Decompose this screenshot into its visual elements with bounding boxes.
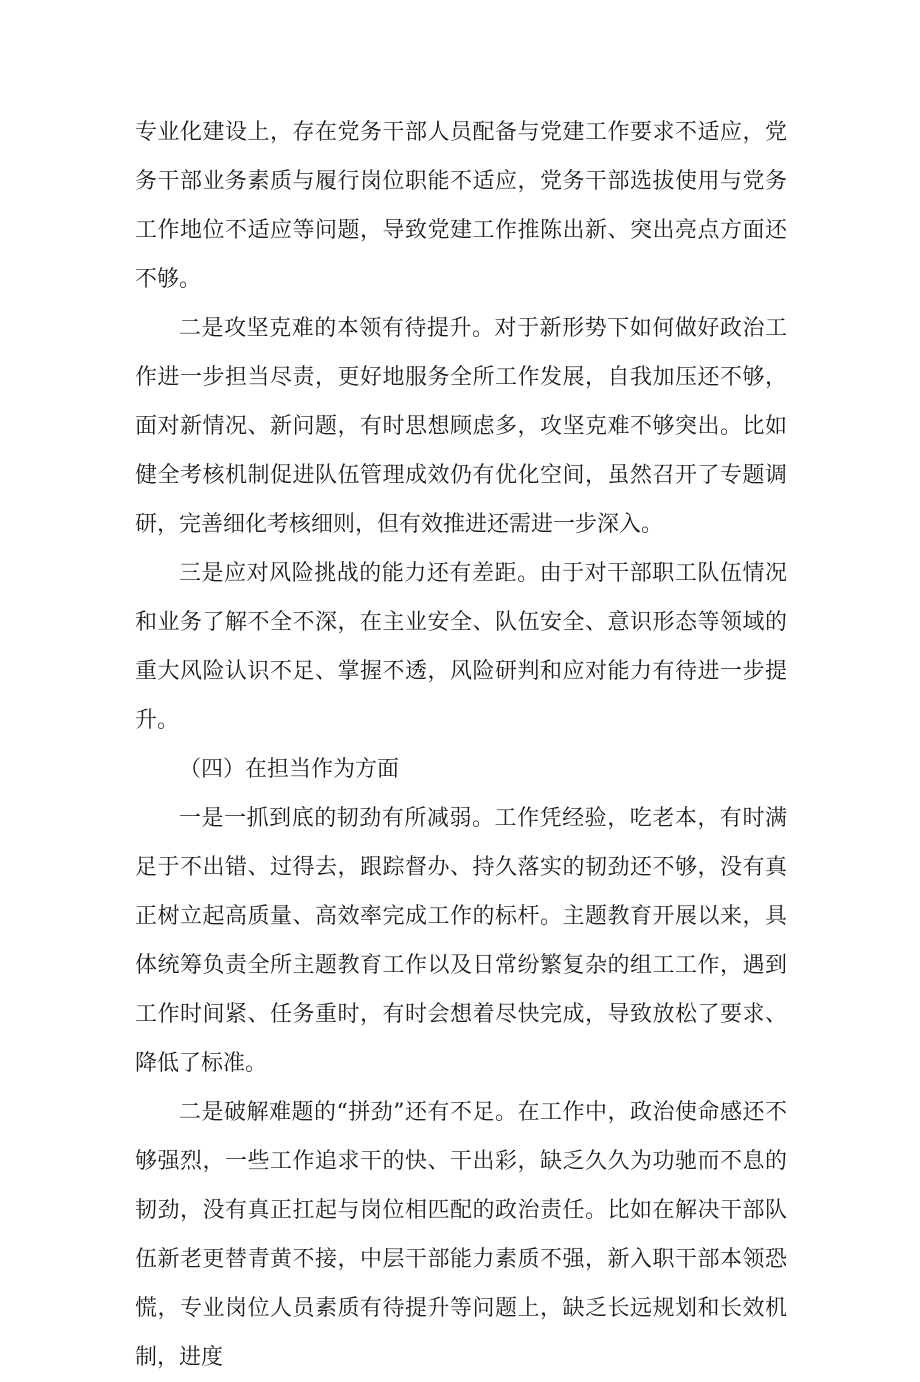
paragraph-item-two: 二是攻坚克难的本领有待提升。对于新形势下如何做好政治工作进一步担当尽责，更好地服务全所工作发展，自我加压还不够，面对新情况、新问题，有时思想顾虑多，攻坚克难不够突出。比如健全考核机制促进队伍管理成效仍有优化空间，虽然召开了专题调研，完善细化考核细则，但有效推进还需进一步深入。: [135, 316, 787, 537]
document-body: [135, 108, 787, 1382]
paragraph-item-one: 一是一抓到底的韧劲有所减弱。工作凭经验，吃老本，有时满足于不出错、过得去，跟踪督办、持久落实的韧劲还不够，没有真正树立起高质量、高效率完成工作的标杆。主题教育开展以来，具体统筹负责全所主题教育工作以及日常纷繁复杂的组工工作，遇到工作时间紧、任务重时，有时会想着尽快完成，导致放松了要求、降低了标准。: [135, 806, 787, 1076]
paragraph-continuation: 专业化建设上，存在党务干部人员配备与党建工作要求不适应，党务干部业务素质与履行岗位职能不适应，党务干部选拔使用与党务工作地位不适应等问题，导致党建工作推陈出新、突出亮点方面还不够。: [135, 120, 787, 292]
section-heading-four: （四）在担当作为方面: [179, 757, 400, 782]
paragraph-item-three: 三是应对风险挑战的能力还有差距。由于对干部职工队伍情况和业务了解不全不深，在主业安全、队伍安全、意识形态等领域的重大风险认识不足、掌握不透，风险研判和应对能力有待进一步提升。: [135, 561, 787, 733]
paragraph-item-two-b: 二是破解难题的“拼劲”还有不足。在工作中，政治使命感还不够强烈，一些工作追求干的快、干出彩，缺乏久久为功驰而不息的韧劲，没有真正扛起与岗位相匹配的政治责任。比如在解决干部队伍新老更替青黄不接，中层干部能力素质不强，新入职干部本领恐慌，专业岗位人员素质有待提升等问题上，缺乏长远规划和长效机制，进度: [135, 1100, 787, 1370]
